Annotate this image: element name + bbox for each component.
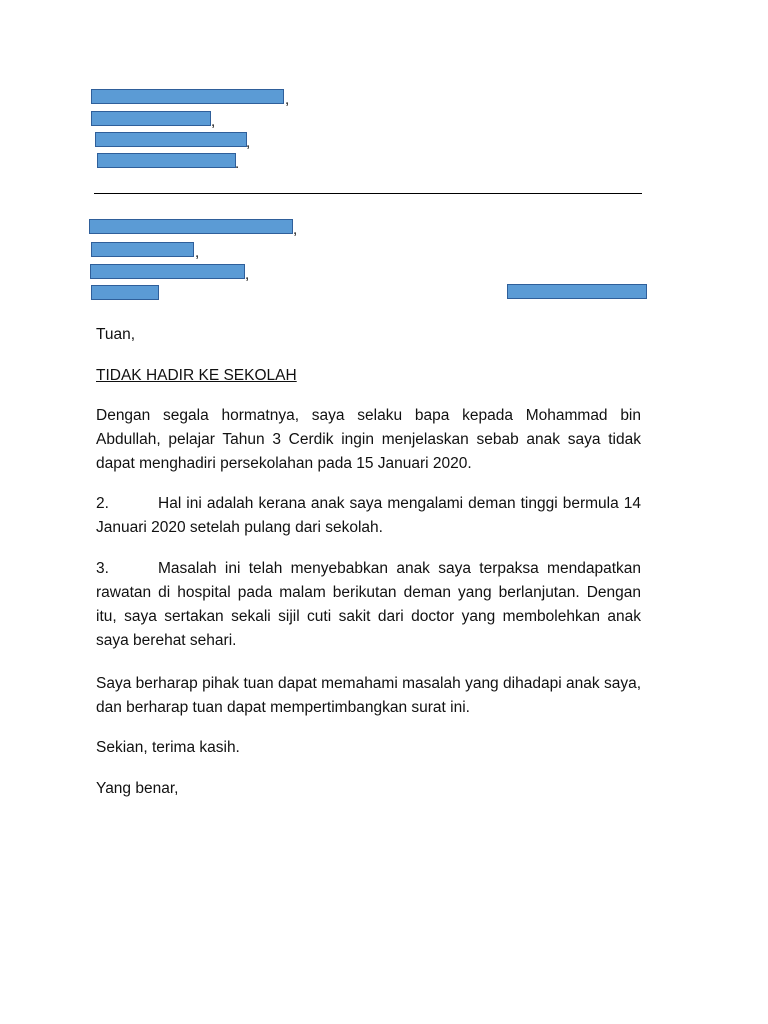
sender-address-line-1-redaction — [91, 111, 211, 126]
paragraph-3-number: 3. — [96, 560, 109, 577]
recipient-line-3-comma: , — [245, 266, 250, 283]
date-redaction — [507, 284, 647, 299]
paragraph-4: Saya berharap pihak tuan dapat memahami masalah yang dihadapi anak saya, dan berharap tuan dapat mempertimbangkan surat ini. — [96, 675, 641, 716]
recipient-line-1-comma: , — [293, 221, 298, 238]
letter-subject: TIDAK HADIR KE SEKOLAH — [96, 367, 297, 384]
recipient-address-line-3-redaction — [91, 285, 159, 300]
sign-off: Yang benar, — [96, 780, 179, 797]
paragraph-1: Dengan segala hormatnya, saya selaku bapa kepada Mohammad bin Abdullah, pelajar Tahun 3 Cerdik ingin menjelaskan sebab anak saya tidak dapat menghadiri persekolahan pada 15 Januari 2020. — [96, 407, 641, 472]
sender-line-1-comma: , — [285, 91, 290, 108]
recipient-line-2-comma: , — [195, 244, 200, 261]
sender-address-line-3-redaction — [97, 153, 236, 168]
sender-line-3-comma: , — [246, 134, 251, 151]
sender-name-redaction — [91, 89, 284, 104]
paragraph-3-text: Masalah ini telah menyebabkan anak saya terpaksa mendapatkan rawatan di hospital pada malam berikutan deman yang berlanjutan. Dengan itu, saya sertakan sekali sijil cuti sakit dari doctor yang membolehkan anak saya berehat sehari. — [96, 560, 641, 649]
recipient-address-line-1-redaction — [91, 242, 194, 257]
sender-address-line-2-redaction — [95, 132, 247, 147]
paragraph-2-number: 2. — [96, 495, 109, 512]
paragraph-2-text: Hal ini adalah kerana anak saya mengalami deman tinggi bermula 14 Januari 2020 setelah pulang dari sekolah. — [96, 495, 641, 536]
sender-line-4-period: . — [235, 155, 240, 172]
recipient-address-line-2-redaction — [90, 264, 245, 279]
paragraph-3 — [96, 557, 641, 653]
salutation: Tuan, — [96, 326, 136, 343]
paragraph-2 — [96, 492, 641, 540]
closing: Sekian, terima kasih. — [96, 739, 240, 756]
sender-line-2-comma: , — [211, 113, 216, 130]
recipient-name-redaction — [89, 219, 293, 234]
header-divider — [94, 193, 642, 194]
